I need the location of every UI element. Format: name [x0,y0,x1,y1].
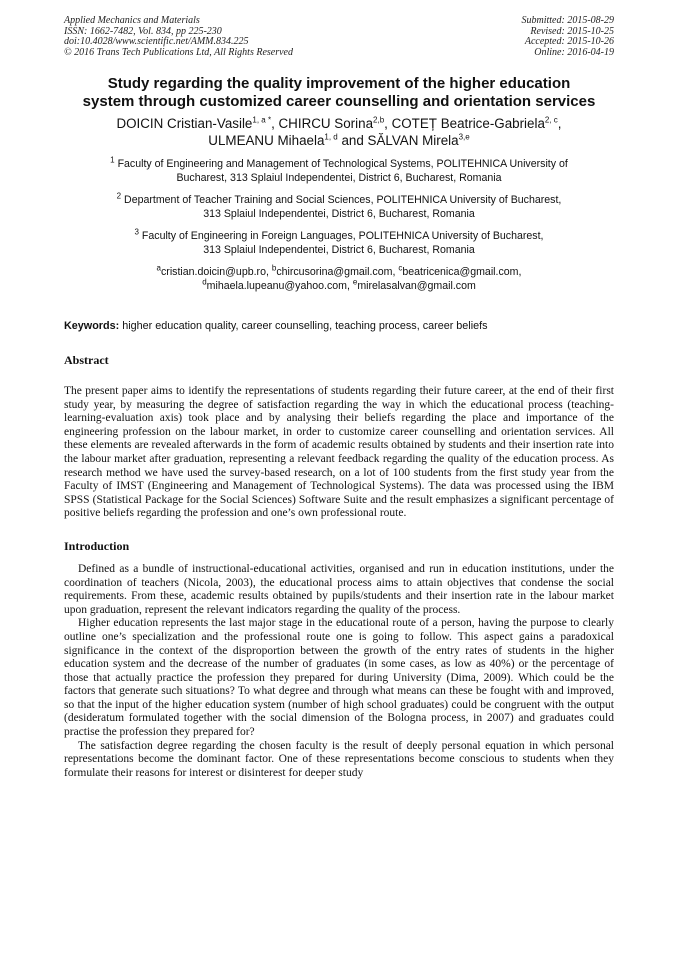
affiliation-marker: 1 [110,155,115,165]
email-marker: b [271,263,277,273]
body-paragraph: Defined as a bundle of instructional-educational activities, organised and run in education institutions, under the coordination of teachers (Nicola, 2003), the educational process aims to attain objectives that condense the social requirements. From these, academic results obtained by pupils/students and their insertion rate in the labour market upon graduation, represent the relevant indicators regarding the quality of the process. [64,562,614,616]
email-line [64,265,614,279]
author-affiliation-marker: 1, d [324,132,338,142]
date-submitted: Submitted: 2015-08-29 [521,15,614,26]
email-marker: a [156,263,161,273]
email-link[interactable]: mirelasalvan@gmail.com [357,280,476,292]
affiliation-text: Department of Teacher Training and Social Sciences, POLITEHNICA University of Bucharest, [124,194,562,206]
date-online: Online: 2016-04-19 [534,46,614,58]
author-affiliation-marker: 1, a * [252,115,272,125]
email-marker: d [202,277,207,287]
body-paragraph: Higher education represents the last major stage in the educational route of a person, having the purpose to clearly outline one’s specialization and the professional route one is going to follow. This aspect gains a paradoxical significance in the context of the disproportion between the growth of the entry rates of students in the higher education system and the decrease of the number of graduates (in some cases, as low as 40%) or the percentage of those that actually practice the profession they prepared for during University (Dima, 2009). Which could be the factors that generate such situations? To what degree and through what means can these be fought with and improved, so that the input of the higher education system (number of high school graduates) could be congruent with the output (desideratum formulated together with the social dimension of the Bologna process, in 2007) and graduates could practise the profession they prepared for? [64,617,614,739]
date-accepted: Accepted: 2015-10-26 [524,36,614,47]
title-line: Study regarding the quality improvement of the higher education [107,75,571,92]
author-affiliation-marker: 2,b [373,115,385,125]
email-link[interactable]: beatricenica@gmail.com, [402,266,522,278]
body-paragraph: The satisfaction degree regarding the chosen faculty is the result of deeply personal equation in which personal representations become the dominant factor. One of these representations become conscious to students when they formulate their reasons for interest or disinterest for deeper study [64,739,614,779]
affiliation-marker: 2 [116,191,122,201]
author-line [64,132,614,149]
affiliation-line [64,193,614,207]
paper-title [64,75,614,111]
affiliation-text: Faculty of Engineering in Foreign Languages, POLITEHNICA University of Bucharest, [141,230,544,242]
author-name: CHIRCU Sorina [278,116,374,131]
author-affiliation-marker: 3,e [458,132,470,142]
keywords [64,319,614,333]
journal-doi: doi:10.4028/www.scientific.net/AMM.834.225 [64,36,249,47]
email-link[interactable]: cristian.doicin@upb.ro, [161,266,272,278]
author-separator: , [384,116,392,131]
introduction-heading: Introduction [64,538,130,553]
email-link[interactable]: mihaela.lupeanu@yahoo.com, [206,280,353,292]
affiliation-address: 313 Splaiul Independentei, District 6, Bucharest, Romania [203,244,475,256]
journal-header [64,16,614,58]
author-line [64,115,614,132]
author-separator: and [337,133,368,148]
author-name: COTEȚ Beatrice-Gabriela [391,116,545,131]
date-revised: Revised: 2015-10-25 [530,25,614,37]
journal-issn: ISSN: 1662-7482, Vol. 834, pp 225-230 [64,25,222,37]
author-name: DOICIN Cristian-Vasile [116,116,253,131]
keywords-text: higher education quality, career counselling, teaching process, career beliefs [119,320,488,332]
author-name: SĂLVAN Mirela [367,133,459,148]
author-affiliation-marker: 2, c [544,115,558,125]
abstract-text: The present paper aims to identify the representations of students regarding their future career, at the end of their first study year, by measuring the degree of satisfaction regarding the way in which the educational process (teaching-learning-evaluation axis) took place and by analysing their beliefs regarding the place and importance of the engineering profession on the labour market, in order to customize career counselling and orientation services. All these elements are revealed afterwards in the form of academic results obtained by students and their insertion rate into the labour market after graduation, representing a relevant feedback regarding the quality of the education process. As research method we have used the survey-based research, on a lot of 100 students from the first study year from the Faculty of IMST (Engineering and Management of Technological Systems). The data was processed using the IBM SPSS (Statistical Package for the Social Sciences) Software Suite and the result emphasizes a significant percentage of positive beliefs regarding the profession and one’s own professional route. [64,385,614,520]
affiliation-marker: 3 [134,227,139,237]
journal-copyright: © 2016 Trans Tech Publications Ltd, All Rights Reserved [64,46,293,58]
abstract-heading: Abstract [64,353,109,367]
journal-info [64,16,293,58]
submission-dates [522,16,615,58]
affiliation-line [64,229,614,243]
author-name: ULMEANU Mihaela [208,133,325,148]
introduction-body [64,563,614,781]
affiliation-line [64,157,614,171]
affiliation-address: 313 Splaiul Independentei, District 6, Bucharest, Romania [203,208,475,220]
keywords-label: Keywords: [64,320,120,332]
affiliation-address: Bucharest, 313 Splaiul Independentei, District 6, Bucharest, Romania [176,172,502,184]
email-marker: e [352,277,358,287]
email-link[interactable]: chircusorina@gmail.com, [276,266,399,278]
affiliation-text: Faculty of Engineering and Management of Technological Systems, POLITEHNICA University of [117,158,568,170]
affiliation-3 [64,229,614,257]
author-list [64,115,614,149]
affiliation-1 [64,157,614,185]
title-line: system through customized career counselling and orientation services [82,93,596,110]
email-line [64,279,614,293]
affiliation-2 [64,193,614,221]
author-emails [64,265,614,293]
author-separator: , [271,116,279,131]
author-separator: , [557,116,562,131]
journal-name: Applied Mechanics and Materials [64,15,200,26]
email-marker: c [398,263,403,273]
